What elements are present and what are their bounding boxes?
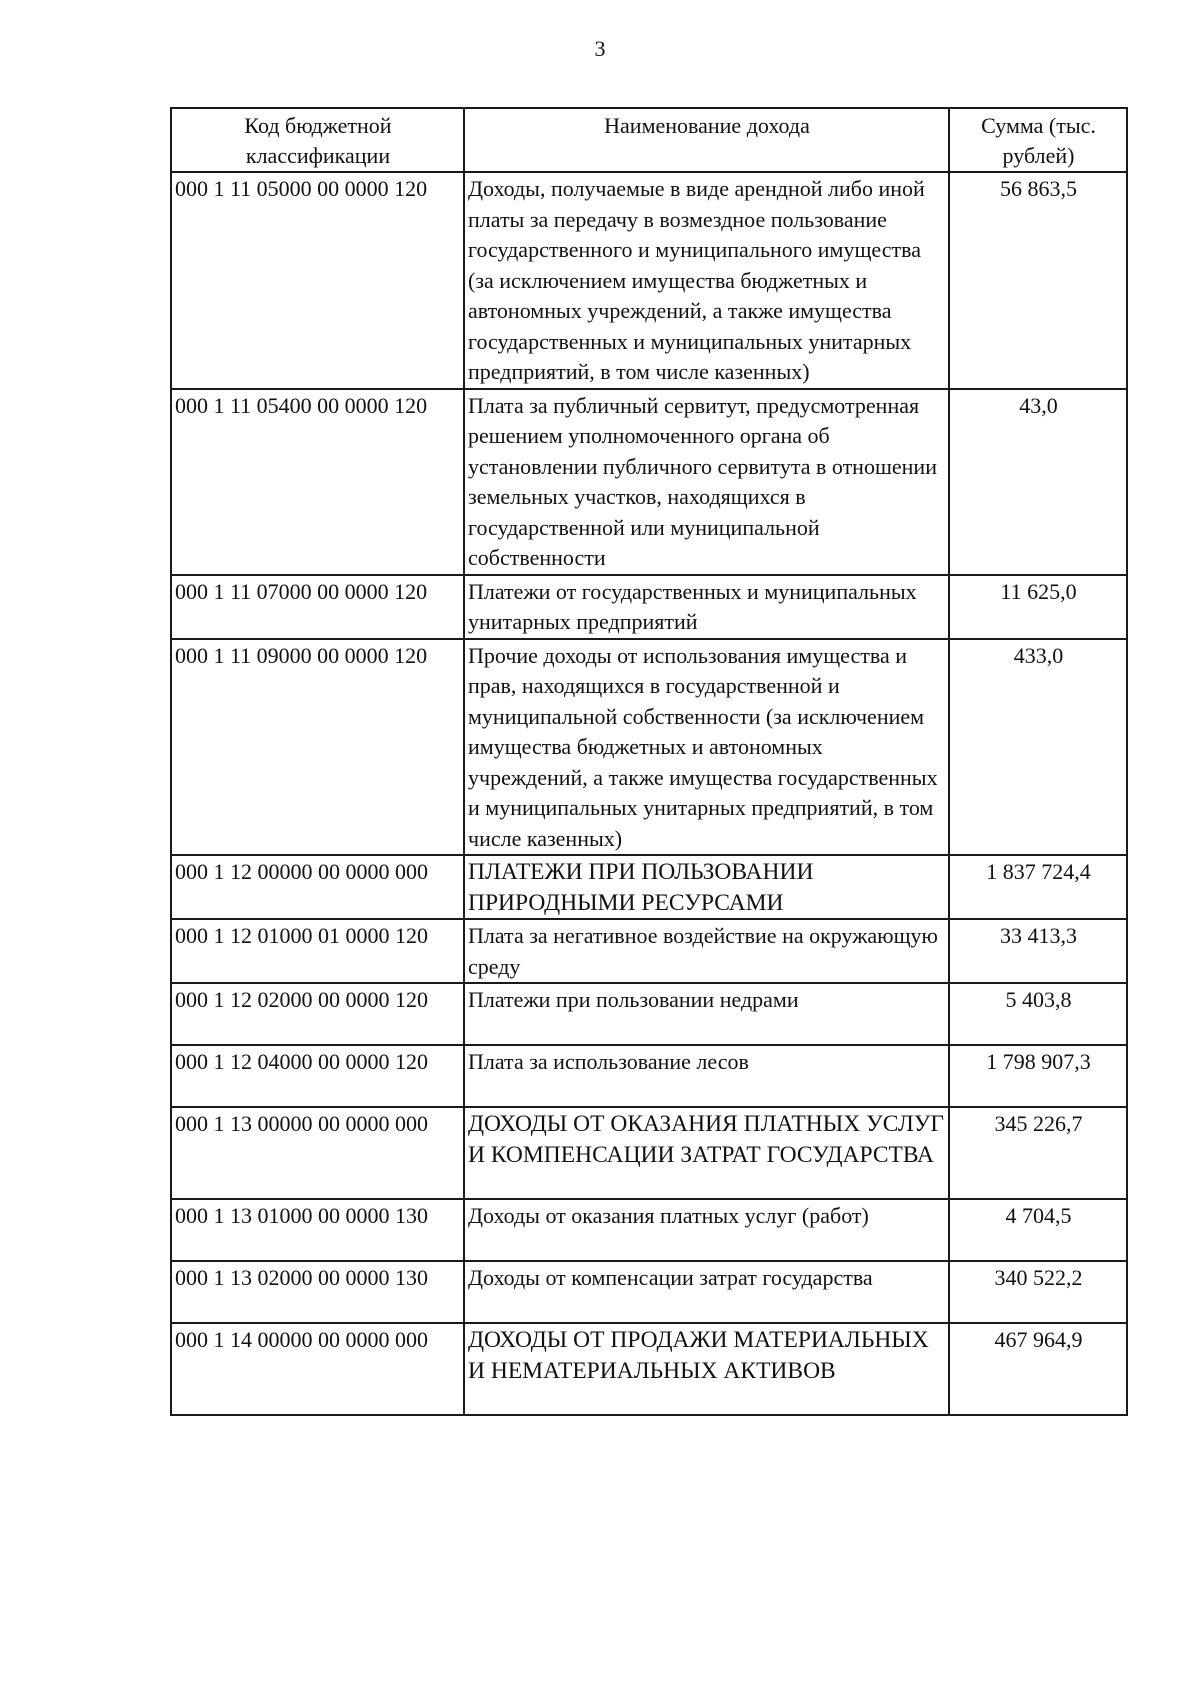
row-code: 000 1 11 05400 00 0000 120 <box>171 389 464 575</box>
row-sum: 433,0 <box>949 639 1127 856</box>
row-name: Платежи при пользовании недрами <box>464 983 949 1045</box>
row-code: 000 1 11 09000 00 0000 120 <box>171 639 464 856</box>
header-sum: Сумма (тыс. рублей) <box>949 108 1127 172</box>
row-sum: 33 413,3 <box>949 919 1127 983</box>
table-row <box>171 1045 1127 1107</box>
table-row <box>171 172 1127 389</box>
row-name: Платежи от государственных и муниципальных унитарных предприятий <box>464 575 949 639</box>
row-name: ДОХОДЫ ОТ ПРОДАЖИ МАТЕРИАЛЬНЫХ И НЕМАТЕРИАЛЬНЫХ АКТИВОВ <box>464 1323 949 1415</box>
table-row <box>171 639 1127 856</box>
row-code: 000 1 12 01000 01 0000 120 <box>171 919 464 983</box>
table-row <box>171 919 1127 983</box>
table-row <box>171 1107 1127 1199</box>
table-row <box>171 983 1127 1045</box>
row-sum: 467 964,9 <box>949 1323 1127 1415</box>
row-name: Доходы от оказания платных услуг (работ) <box>464 1199 949 1261</box>
row-code: 000 1 13 00000 00 0000 000 <box>171 1107 464 1199</box>
row-sum: 340 522,2 <box>949 1261 1127 1323</box>
row-name: ПЛАТЕЖИ ПРИ ПОЛЬЗОВАНИИ ПРИРОДНЫМИ РЕСУРСАМИ <box>464 855 949 919</box>
row-sum: 1 798 907,3 <box>949 1045 1127 1107</box>
row-code: 000 1 11 07000 00 0000 120 <box>171 575 464 639</box>
table-row <box>171 855 1127 919</box>
header-name: Наименование дохода <box>464 108 949 172</box>
row-sum: 5 403,8 <box>949 983 1127 1045</box>
row-name: Плата за публичный сервитут, предусмотренная решением уполномоченного органа об установлении публичного сервитута в отношении земельных участков, находящихся в государственной или муниципальной собственности <box>464 389 949 575</box>
row-name: Прочие доходы от использования имущества и прав, находящихся в государственной и муниципальной собственности (за исключением имущества бюджетных и автономных учреждений, а также имущества государственных и муниципальных унитарных предприятий, в том числе казенных) <box>464 639 949 856</box>
row-code: 000 1 12 04000 00 0000 120 <box>171 1045 464 1107</box>
row-code: 000 1 14 00000 00 0000 000 <box>171 1323 464 1415</box>
revenue-table <box>170 107 1128 1416</box>
row-name: Плата за негативное воздействие на окружающую среду <box>464 919 949 983</box>
table-row <box>171 1261 1127 1323</box>
row-code: 000 1 12 02000 00 0000 120 <box>171 983 464 1045</box>
page-number: 3 <box>594 36 606 61</box>
table-header-row <box>171 108 1127 172</box>
row-code: 000 1 13 02000 00 0000 130 <box>171 1261 464 1323</box>
row-name: Доходы от компенсации затрат государства <box>464 1261 949 1323</box>
row-code: 000 1 13 01000 00 0000 130 <box>171 1199 464 1261</box>
row-sum: 1 837 724,4 <box>949 855 1127 919</box>
row-code: 000 1 12 00000 00 0000 000 <box>171 855 464 919</box>
table-row <box>171 575 1127 639</box>
row-name: Плата за использование лесов <box>464 1045 949 1107</box>
row-name: ДОХОДЫ ОТ ОКАЗАНИЯ ПЛАТНЫХ УСЛУГ И КОМПЕНСАЦИИ ЗАТРАТ ГОСУДАРСТВА <box>464 1107 949 1199</box>
row-code: 000 1 11 05000 00 0000 120 <box>171 172 464 389</box>
row-sum: 4 704,5 <box>949 1199 1127 1261</box>
row-sum: 345 226,7 <box>949 1107 1127 1199</box>
table-row <box>171 1199 1127 1261</box>
header-code: Код бюджетной классификации <box>171 108 464 172</box>
row-sum: 11 625,0 <box>949 575 1127 639</box>
row-name: Доходы, получаемые в виде арендной либо иной платы за передачу в возмездное пользование государственного и муниципального имущества (за исключением имущества бюджетных и автономных учреждений, а также имущества государственных и муниципальных унитарных предприятий, в том числе казенных) <box>464 172 949 389</box>
row-sum: 56 863,5 <box>949 172 1127 389</box>
table-row <box>171 1323 1127 1415</box>
table-row <box>171 389 1127 575</box>
row-sum: 43,0 <box>949 389 1127 575</box>
